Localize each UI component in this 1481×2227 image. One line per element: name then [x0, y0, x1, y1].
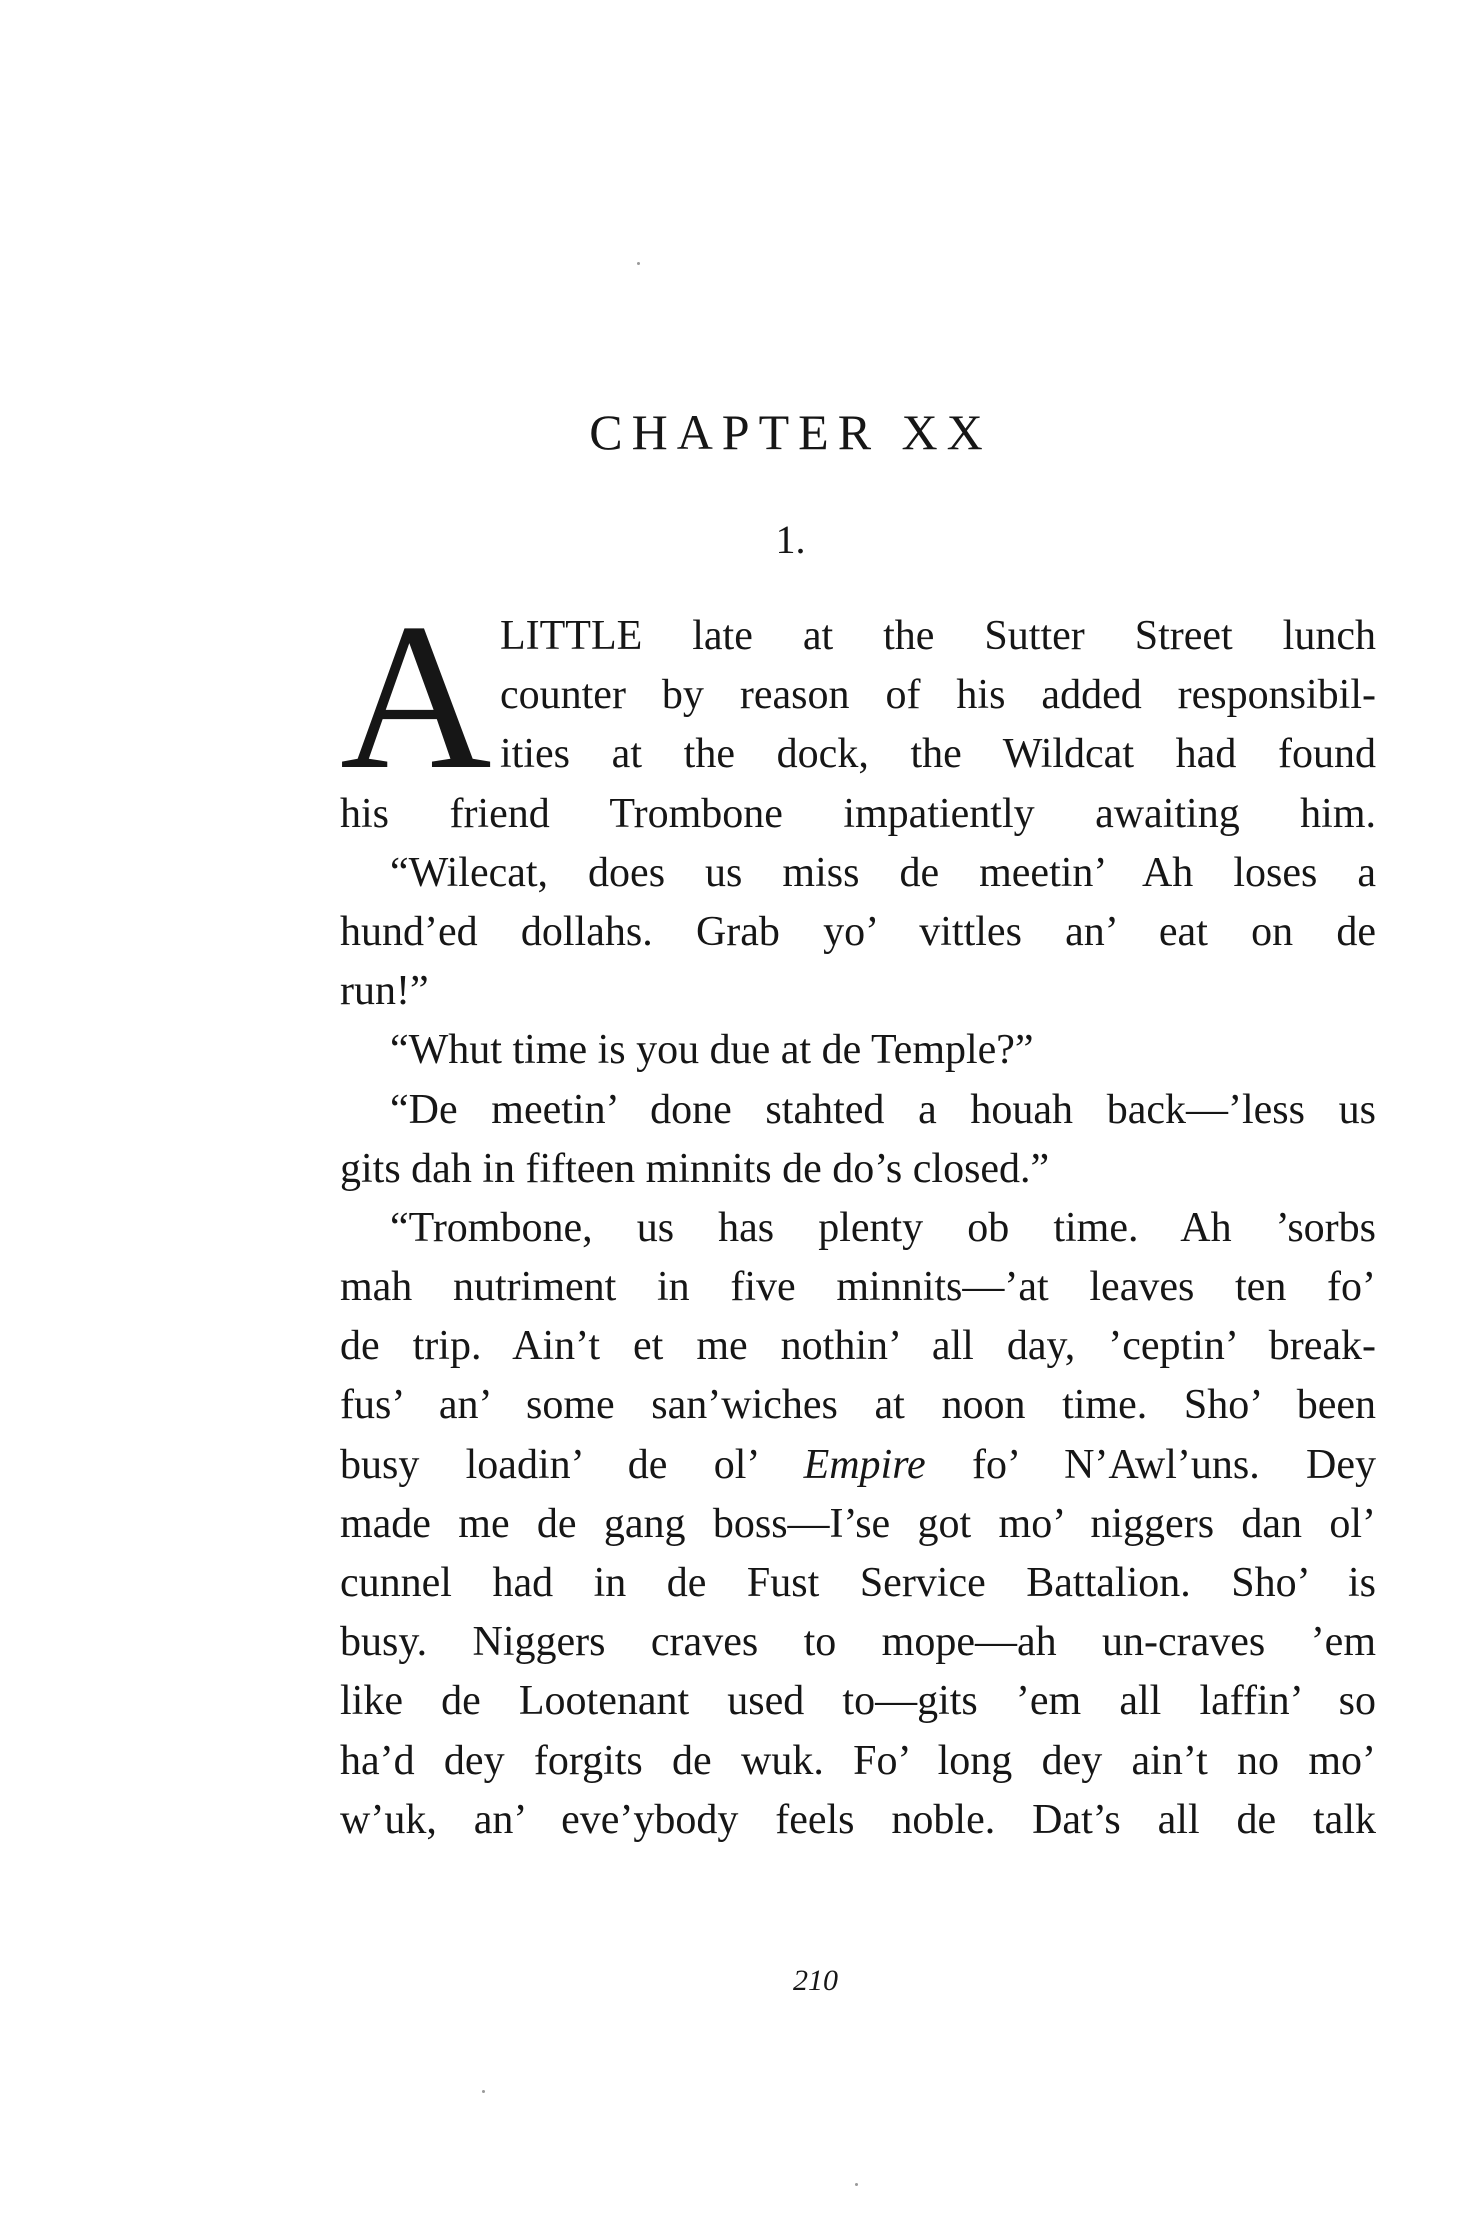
text-line: “Trombone, us has plenty ob time. Ah ’sorbs — [390, 1204, 1376, 1251]
text-line: w’uk, an’ eve’ybody feels noble. Dat’s all de talk — [340, 1796, 1376, 1843]
paper-speck — [482, 2090, 485, 2093]
text-line: fus’ an’ some san’wiches at noon time. Sho’ been — [340, 1382, 1376, 1429]
text-segment: fo’ N’Awl’uns. Dey — [925, 1441, 1376, 1488]
text-line: “De meetin’ done stahted a houah back—’less us — [390, 1086, 1376, 1133]
text-line: LITTLE late at the Sutter Street lunch — [500, 613, 1376, 659]
text-line: mah nutriment in five minnits—’at leaves ten fo’ — [340, 1264, 1376, 1311]
text-line: ities at the dock, the Wildcat had found — [500, 731, 1376, 778]
text-line: ha’d dey forgits de wuk. Fo’ long dey ain’t no mo’ — [340, 1737, 1376, 1784]
page-number: 210 — [793, 1964, 838, 1997]
text-line: “Wilecat, does us miss de meetin’ Ah loses a — [390, 849, 1376, 896]
text-line-with-italic — [340, 1436, 1376, 1495]
paper-speck — [637, 262, 640, 265]
text-segment: busy loadin’ de ol’ — [340, 1441, 804, 1488]
text-line: like de Lootenant used to—gits ’em all laffin’ so — [340, 1678, 1376, 1725]
section-number: 1. — [775, 517, 806, 562]
drop-cap: A — [340, 581, 492, 813]
text-line: gits dah in fifteen minnits de do’s closed.” — [340, 1145, 1050, 1192]
text-line: made me de gang boss—I’se got mo’ niggers dan ol’ — [340, 1500, 1376, 1547]
paper-speck — [855, 2183, 858, 2186]
text-line: hund’ed dollahs. Grab yo’ vittles an’ eat on de — [340, 908, 1376, 955]
italic-ship-name: Empire — [803, 1441, 926, 1488]
text-line: his friend Trombone impatiently awaiting him. — [340, 790, 1376, 837]
text-line: cunnel had in de Fust Service Battalion. Sho’ is — [340, 1560, 1376, 1606]
text-line: run!” — [340, 968, 429, 1015]
text-line: busy. Niggers craves to mope—ah un-craves ’em — [340, 1619, 1376, 1666]
text-line: de trip. Ain’t et me nothin’ all day, ’ceptin’ break- — [340, 1323, 1376, 1370]
body-text — [340, 581, 1376, 1850]
text-line: counter by reason of his added responsibil- — [500, 672, 1376, 719]
text-line: “Whut time is you due at de Temple?” — [390, 1027, 1034, 1074]
chapter-title: CHAPTER XX — [589, 404, 992, 460]
